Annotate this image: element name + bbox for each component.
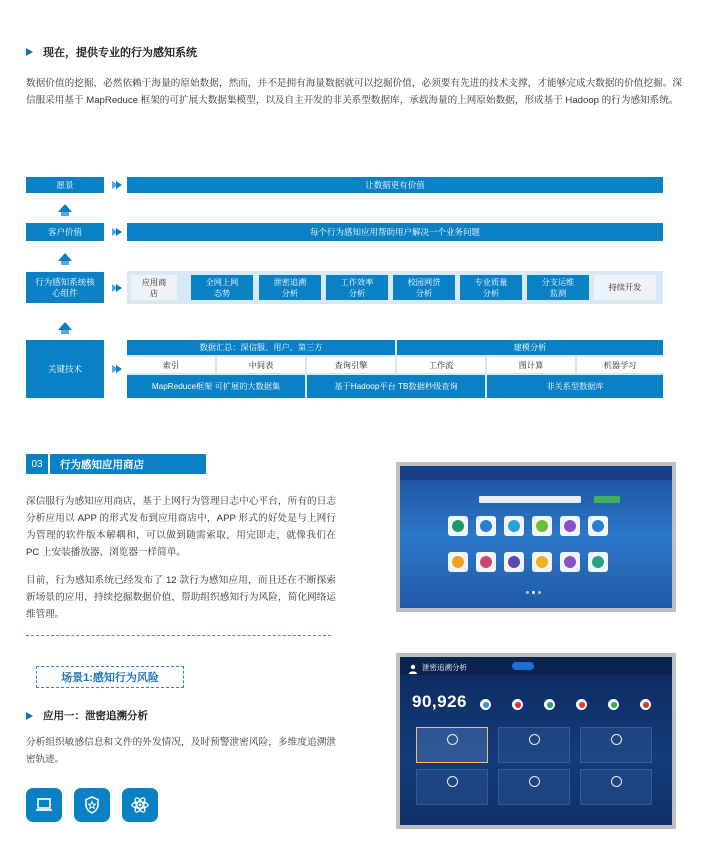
app-tile [532, 552, 552, 572]
customer-value-label: 客户价值 [26, 223, 104, 241]
arrow-up-icon [58, 253, 72, 265]
app-tile [588, 516, 608, 536]
app-network-overview: 全网上网态势 [191, 275, 253, 300]
key-tech-grid [127, 340, 663, 398]
app-tile [504, 552, 524, 572]
arrow-right-icon [110, 282, 122, 294]
feature-card [498, 769, 570, 805]
screenshot-title: 泄密追溯分析 [422, 663, 467, 672]
stat-bubble [480, 699, 491, 710]
card-icon [447, 734, 458, 745]
app-tile [560, 552, 580, 572]
screenshot-big-number: 90,926 [412, 692, 467, 711]
tech-data-summary: 数据汇总：深信服、用户、第三方 [127, 340, 395, 355]
pager-dot [538, 591, 541, 594]
app-tile [476, 552, 496, 572]
tech-middle-table: 中间表 [217, 357, 305, 373]
feature-card [416, 769, 488, 805]
stat-bubble [640, 699, 651, 710]
app-tile [504, 516, 524, 536]
stat-bubble [608, 699, 619, 710]
tech-workflow: 工作流 [397, 357, 485, 373]
tech-hadoop: 基于Hadoop平台 TB数据秒级查询 [307, 375, 485, 398]
app-quality-analysis: 专业质量分析 [460, 275, 522, 300]
atom-icon [122, 788, 158, 822]
feature-card [498, 727, 570, 763]
core-components-label: 行为感知系统核心组件 [26, 272, 104, 303]
card-icon [529, 734, 540, 745]
feature-card [416, 727, 488, 763]
section-number: 03 [26, 454, 48, 474]
screenshot-green-button [594, 496, 620, 503]
app-tile [588, 552, 608, 572]
leak-trace-screenshot [396, 653, 676, 829]
app1-title: 应用一：泄密追溯分析 [43, 710, 148, 722]
app-branch-monitor: 分支运维监测 [527, 275, 589, 300]
scene-label: 场景1:感知行为风险 [36, 666, 184, 688]
shield-star-icon [74, 788, 110, 822]
card-icon [611, 734, 622, 745]
arrow-right-icon [110, 179, 122, 191]
stat-bubble [512, 699, 523, 710]
app-campus-loan: 校园网贷分析 [393, 275, 455, 300]
stat-bubble [544, 699, 555, 710]
section-paragraph-2: 目前，行为感知系统已经发布了 12 款行为感知应用，而且还在不断探索新场景的应用，持续挖掘数据价值，帮助组织感知行为风险，简化网络运维管理。 [26, 575, 336, 620]
app1-heading [26, 708, 148, 723]
feature-card [580, 769, 652, 805]
vision-label: 愿景 [26, 177, 104, 193]
screenshot-search-bar [479, 496, 581, 503]
app-continuous-dev: 持续开发 [594, 275, 656, 300]
stat-bubble [576, 699, 587, 710]
tech-ml: 机器学习 [577, 357, 663, 373]
arrow-up-icon [58, 204, 72, 216]
section-heading [26, 44, 197, 60]
app-store: 应用商店 [131, 275, 177, 300]
app-tile [448, 552, 468, 572]
app1-description: 分析组织敏感信息和文件的外发情况，及时预警泄密风险，多维度追溯泄密轨迹。 [26, 737, 336, 765]
vision-text: 让数据更有价值 [127, 177, 663, 193]
heading-text: 现在，提供专业的行为感知系统 [43, 47, 197, 59]
app-tile [476, 516, 496, 536]
tech-index: 索引 [127, 357, 215, 373]
pager-dot [532, 591, 535, 594]
tech-nosql: 非关系型数据库 [487, 375, 663, 398]
card-icon [529, 776, 540, 787]
intro-paragraph: 数据价值的挖掘，必然依赖于海量的原始数据，然而，并不是拥有海量数据就可以挖掘价值，必须要有先进的技术支撑，才能够完成大数据的价值挖掘。深信服采用基于 MapReduce 框架的可扩展大数据集模型，以及自主开发的非关系型数据库，承载海量的上网原始数据，形成基于 Hadoop 的行为感知系统。 [26, 78, 682, 106]
arrow-up-icon [58, 322, 72, 334]
dashed-divider [26, 635, 331, 636]
screenshot-topbar [400, 466, 672, 480]
feature-card [580, 727, 652, 763]
card-icon [611, 776, 622, 787]
tech-modeling: 建模分析 [397, 340, 663, 355]
app-tile [560, 516, 580, 536]
tech-query-engine: 查询引擎 [307, 357, 395, 373]
screenshot-tab [538, 662, 558, 670]
app-tile [532, 516, 552, 536]
app-leak-trace: 泄密追溯分析 [259, 275, 321, 300]
pager-dot [526, 591, 529, 594]
arrow-right-icon [110, 226, 122, 238]
screenshot-tab [562, 662, 582, 670]
card-icon [447, 776, 458, 787]
key-tech-label: 关键技术 [26, 340, 104, 398]
app-list [127, 271, 663, 304]
user-icon [408, 661, 418, 671]
section-paragraph-1: 深信服行为感知应用商店，基于上网行为管理日志中心平台，所有的日志分析应用以 APP 的形式发布到应用商店中，APP 形式的好处是与上网行为管理的软件版本解耦和，可以做到随需索取，用完即走，就像我们在 PC 上安装播放器、浏览器一样简单。 [26, 496, 336, 558]
laptop-icon [26, 788, 62, 822]
app-store-screenshot [396, 462, 676, 612]
arrow-right-icon [110, 363, 122, 375]
section-title: 行为感知应用商店 [50, 454, 206, 474]
section-header [26, 454, 206, 474]
tech-mapreduce: MapReduce框架 可扩展的大数据集 [127, 375, 305, 398]
triangle-bullet-icon [26, 712, 33, 720]
app-tile [448, 516, 468, 536]
tech-graph: 图计算 [487, 357, 575, 373]
customer-value-text: 每个行为感知应用帮助用户解决一个业务问题 [127, 223, 663, 241]
triangle-bullet-icon [26, 48, 33, 56]
app-work-efficiency: 工作效率分析 [326, 275, 388, 300]
screenshot-tab [512, 662, 534, 670]
